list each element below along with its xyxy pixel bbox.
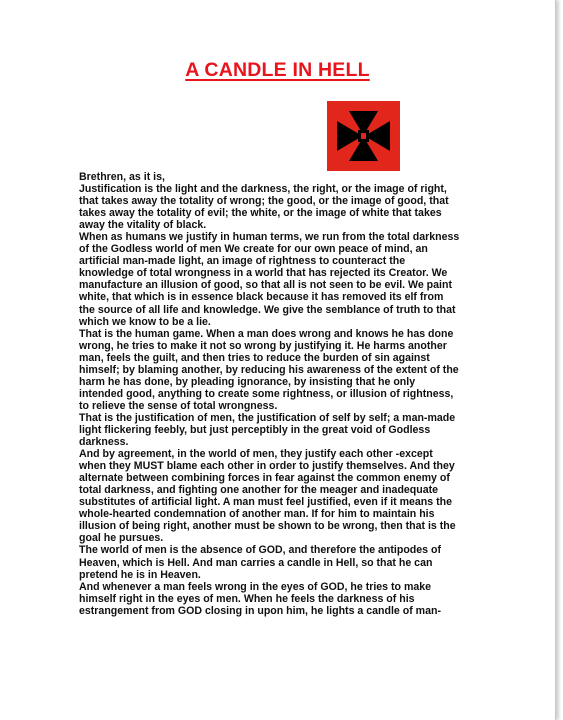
text-line: white, that which is in essence black because it has removed its elf from xyxy=(79,291,444,304)
text-line: total darkness, and fighting one another for the meager and inadequate xyxy=(79,484,439,497)
text-line: when they MUST blame each other in order to justify themselves. And they xyxy=(79,460,455,473)
text-line: himself; by blaming another, by reducing his awareness of the extent of the xyxy=(79,363,459,376)
text-line: intended good, anything to create some rightness, or illusion of rightness, xyxy=(79,387,454,400)
text-line: The world of men is the absence of GOD, and therefore the antipodes of xyxy=(79,544,441,557)
text-line: darkness. xyxy=(79,436,129,449)
text-line: That is the justification of men, the justification of self by self; a man-made xyxy=(79,411,456,424)
text-line: to relieve the sense of total wrongness. xyxy=(79,399,278,412)
text-line: himself right in the eyes of men. When he feels the darkness of his xyxy=(79,592,415,605)
text-line: that takes away the totality of wrong; the good, or the image of good, that xyxy=(79,195,449,208)
text-line: substitutes of artificial light. A man must feel justified, even if it means the xyxy=(79,496,453,509)
text-line: illusion of being right, another must be shown to be wrong, then that is the xyxy=(79,520,456,533)
text-line: Justification is the light and the darkness, the right, or the image of right, xyxy=(79,183,447,196)
text-line: takes away the totality of evil; the white, or the image of white that takes xyxy=(79,207,442,220)
text-line: goal he pursues. xyxy=(79,532,164,545)
text-line: man, feels the guilt, and then tries to reduce the burden of sin against xyxy=(79,351,430,364)
text-line: which we know to be a lie. xyxy=(79,315,211,328)
text-line: artificial man-made light, an image of rightness to counteract the xyxy=(79,255,406,268)
text-line: estrangement from GOD closing in upon him, he lights a candle of man- xyxy=(79,604,441,617)
text-line: pretend he is in Heaven. xyxy=(79,568,201,581)
text-line: away the vitality of black. xyxy=(79,219,207,232)
text-line: And whenever a man feels wrong in the eyes of GOD, he tries to make xyxy=(79,580,432,593)
cross-emblem xyxy=(327,101,400,171)
document-title: A CANDLE IN HELL xyxy=(185,59,370,81)
text-line: That is the human game. When a man does wrong and knows he has done xyxy=(79,327,454,340)
text-line: Brethren, as it is, xyxy=(79,171,165,183)
document-body xyxy=(79,171,489,617)
text-line: the source of all life and knowledge. We give the semblance of truth to that xyxy=(79,303,456,316)
text-line: harm he has done, by pleading ignorance, by insisting that he only xyxy=(79,375,416,388)
text-line: wrong, he tries to make it not so wrong by justifying it. He harms another xyxy=(79,339,447,352)
text-line: of the Godless world of men We create for our own peace of mind, an xyxy=(79,243,428,256)
text-line: When as humans we justify in human terms, we run from the total darkness xyxy=(79,231,460,244)
text-line: alternate between combining forces in fear against the common enemy of xyxy=(79,472,450,485)
black-cross-pattee-icon xyxy=(327,101,400,171)
text-line: manufacture an illusion of good, so that all is not seen to be evil. We paint xyxy=(79,279,452,292)
text-line: whole-hearted condemnation of another man. If for him to maintain his xyxy=(79,508,435,521)
text-line: Heaven, which is Hell. And man carries a candle in Hell, so that he can xyxy=(79,556,433,569)
text-line: knowledge of total wrongness in a world that has rejected its Creator. We xyxy=(79,267,448,280)
text-line: And by agreement, in the world of men, they justify each other -except xyxy=(79,448,433,461)
text-line: light flickering feebly, but just perceptibly in the great void of Godless xyxy=(79,423,431,436)
